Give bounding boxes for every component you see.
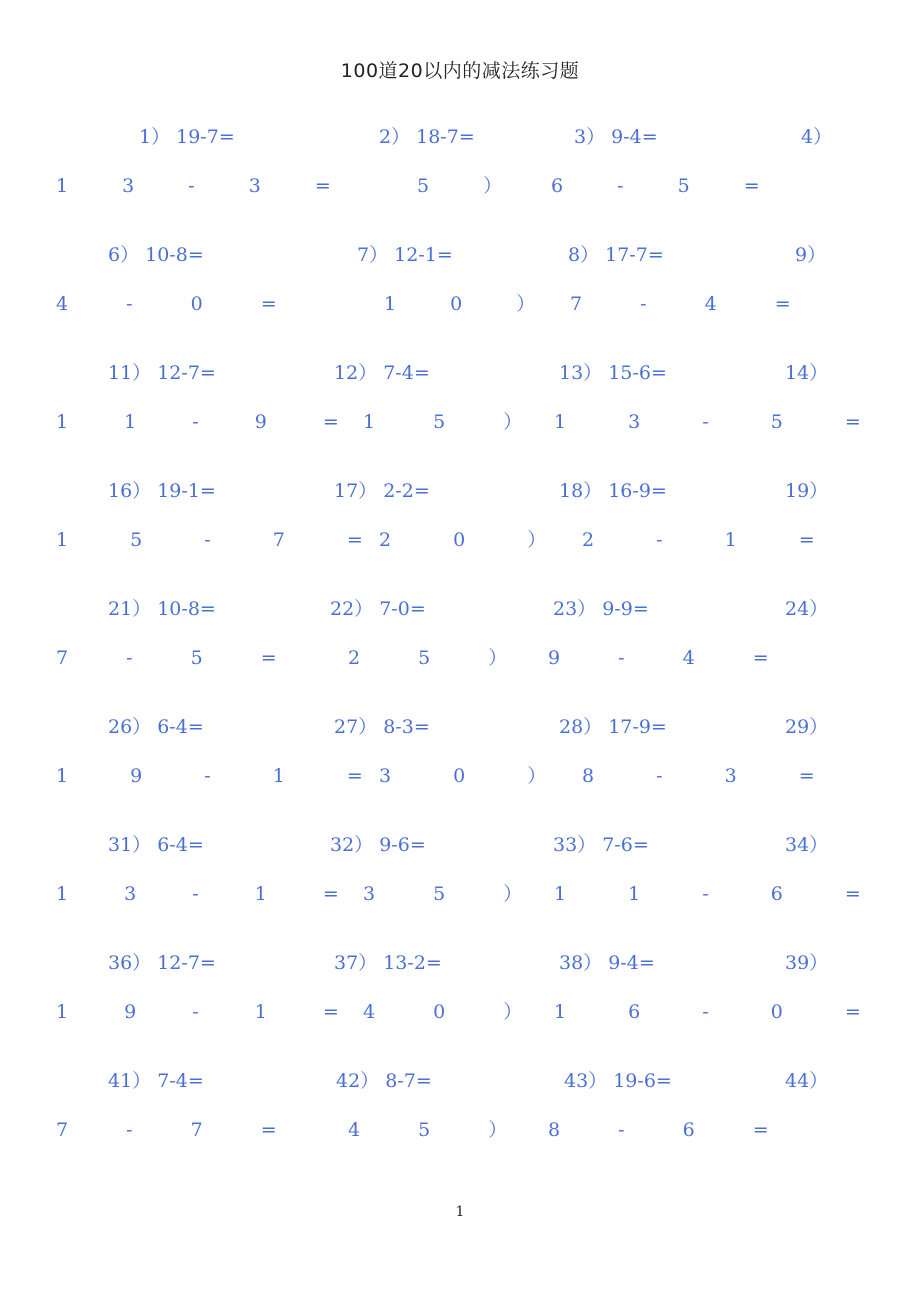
problem-cell: 44） (785, 1070, 829, 1092)
problem-cell: 9 - 4 = (548, 647, 795, 669)
problem-cell: 8 - 6 = (548, 1119, 795, 1141)
problem-cell: 3 0 ） (379, 765, 575, 787)
problem-cell: 1 5 - 7 = (56, 529, 391, 551)
problem-cell: 26） 6-4= (108, 716, 204, 738)
problem-cell: 4 - 0 = (56, 293, 303, 315)
problem-cell: 12） 7-4= (334, 362, 430, 384)
problem-cell: 42） 8-7= (336, 1070, 432, 1092)
problem-cell: 1 5 ） (363, 411, 549, 433)
problem-cell: 1） 19-7= (139, 126, 235, 148)
problem-cell: 7 - 5 = (56, 647, 303, 669)
problem-cell: 27） 8-3= (334, 716, 430, 738)
problem-cell: 22） 7-0= (330, 598, 426, 620)
problem-cell: 37） 13-2= (334, 952, 442, 974)
problem-cell: 19） (785, 480, 829, 502)
page-number: 1 (455, 1204, 465, 1220)
problem-cell: 4 5 ） (348, 1119, 534, 1141)
page-title: 100道20以内的减法练习题 (340, 60, 580, 82)
problem-cell: 6） 10-8= (108, 244, 204, 266)
problem-cell: 1 1 - 9 = (56, 411, 364, 433)
problem-cell: 18） 16-9= (559, 480, 667, 502)
problem-cell: 1 1 - 6 = (554, 883, 889, 905)
problem-cell: 1 0 ） (384, 293, 560, 315)
problem-cell: 1 6 - 0 = (554, 1001, 889, 1023)
problem-cell: 32） 9-6= (330, 834, 426, 856)
problem-cell: 2） 18-7= (379, 126, 475, 148)
problem-cell: 34） (785, 834, 829, 856)
problem-cell: 21） 10-8= (108, 598, 216, 620)
problem-cell: 28） 17-9= (559, 716, 667, 738)
problem-cell: 33） 7-6= (553, 834, 649, 856)
problem-cell: 11） 12-7= (108, 362, 216, 384)
problem-cell: 41） 7-4= (108, 1070, 204, 1092)
problem-cell: 7 - 7 = (56, 1119, 303, 1141)
problem-cell: 5 ） (417, 175, 527, 197)
problem-cell: 13） 15-6= (559, 362, 667, 384)
problem-cell: 39） (785, 952, 829, 974)
problem-cell: 7） 12-1= (357, 244, 453, 266)
problem-cell: 16） 19-1= (108, 480, 216, 502)
problem-cell: 17） 2-2= (334, 480, 430, 502)
problem-cell: 1 3 - 3 = (56, 175, 355, 197)
problem-cell: 29） (785, 716, 829, 738)
problem-cell: 2 - 1 = (582, 529, 843, 551)
problem-cell: 3） 9-4= (574, 126, 658, 148)
problem-cell: 2 5 ） (348, 647, 534, 669)
problem-cell: 9） (795, 244, 827, 266)
problem-cell: 8） 17-7= (568, 244, 664, 266)
problem-cell: 4） (801, 126, 833, 148)
problem-cell: 3 5 ） (363, 883, 549, 905)
problem-cell: 2 0 ） (379, 529, 575, 551)
problem-cell: 14） (785, 362, 829, 384)
problem-cell: 1 9 - 1 = (56, 1001, 364, 1023)
problem-cell: 1 9 - 1 = (56, 765, 391, 787)
problem-cell: 43） 19-6= (564, 1070, 672, 1092)
problem-cell: 36） 12-7= (108, 952, 216, 974)
problem-cell: 6 - 5 = (551, 175, 784, 197)
problem-cell: 1 3 - 5 = (554, 411, 889, 433)
problem-cell: 23） 9-9= (553, 598, 649, 620)
problem-cell: 38） 9-4= (559, 952, 655, 974)
problem-cell: 24） (785, 598, 829, 620)
problem-cell: 4 0 ） (363, 1001, 549, 1023)
problem-cell: 7 - 4 = (570, 293, 817, 315)
problem-cell: 1 3 - 1 = (56, 883, 364, 905)
problem-cell: 8 - 3 = (582, 765, 843, 787)
problem-cell: 31） 6-4= (108, 834, 204, 856)
